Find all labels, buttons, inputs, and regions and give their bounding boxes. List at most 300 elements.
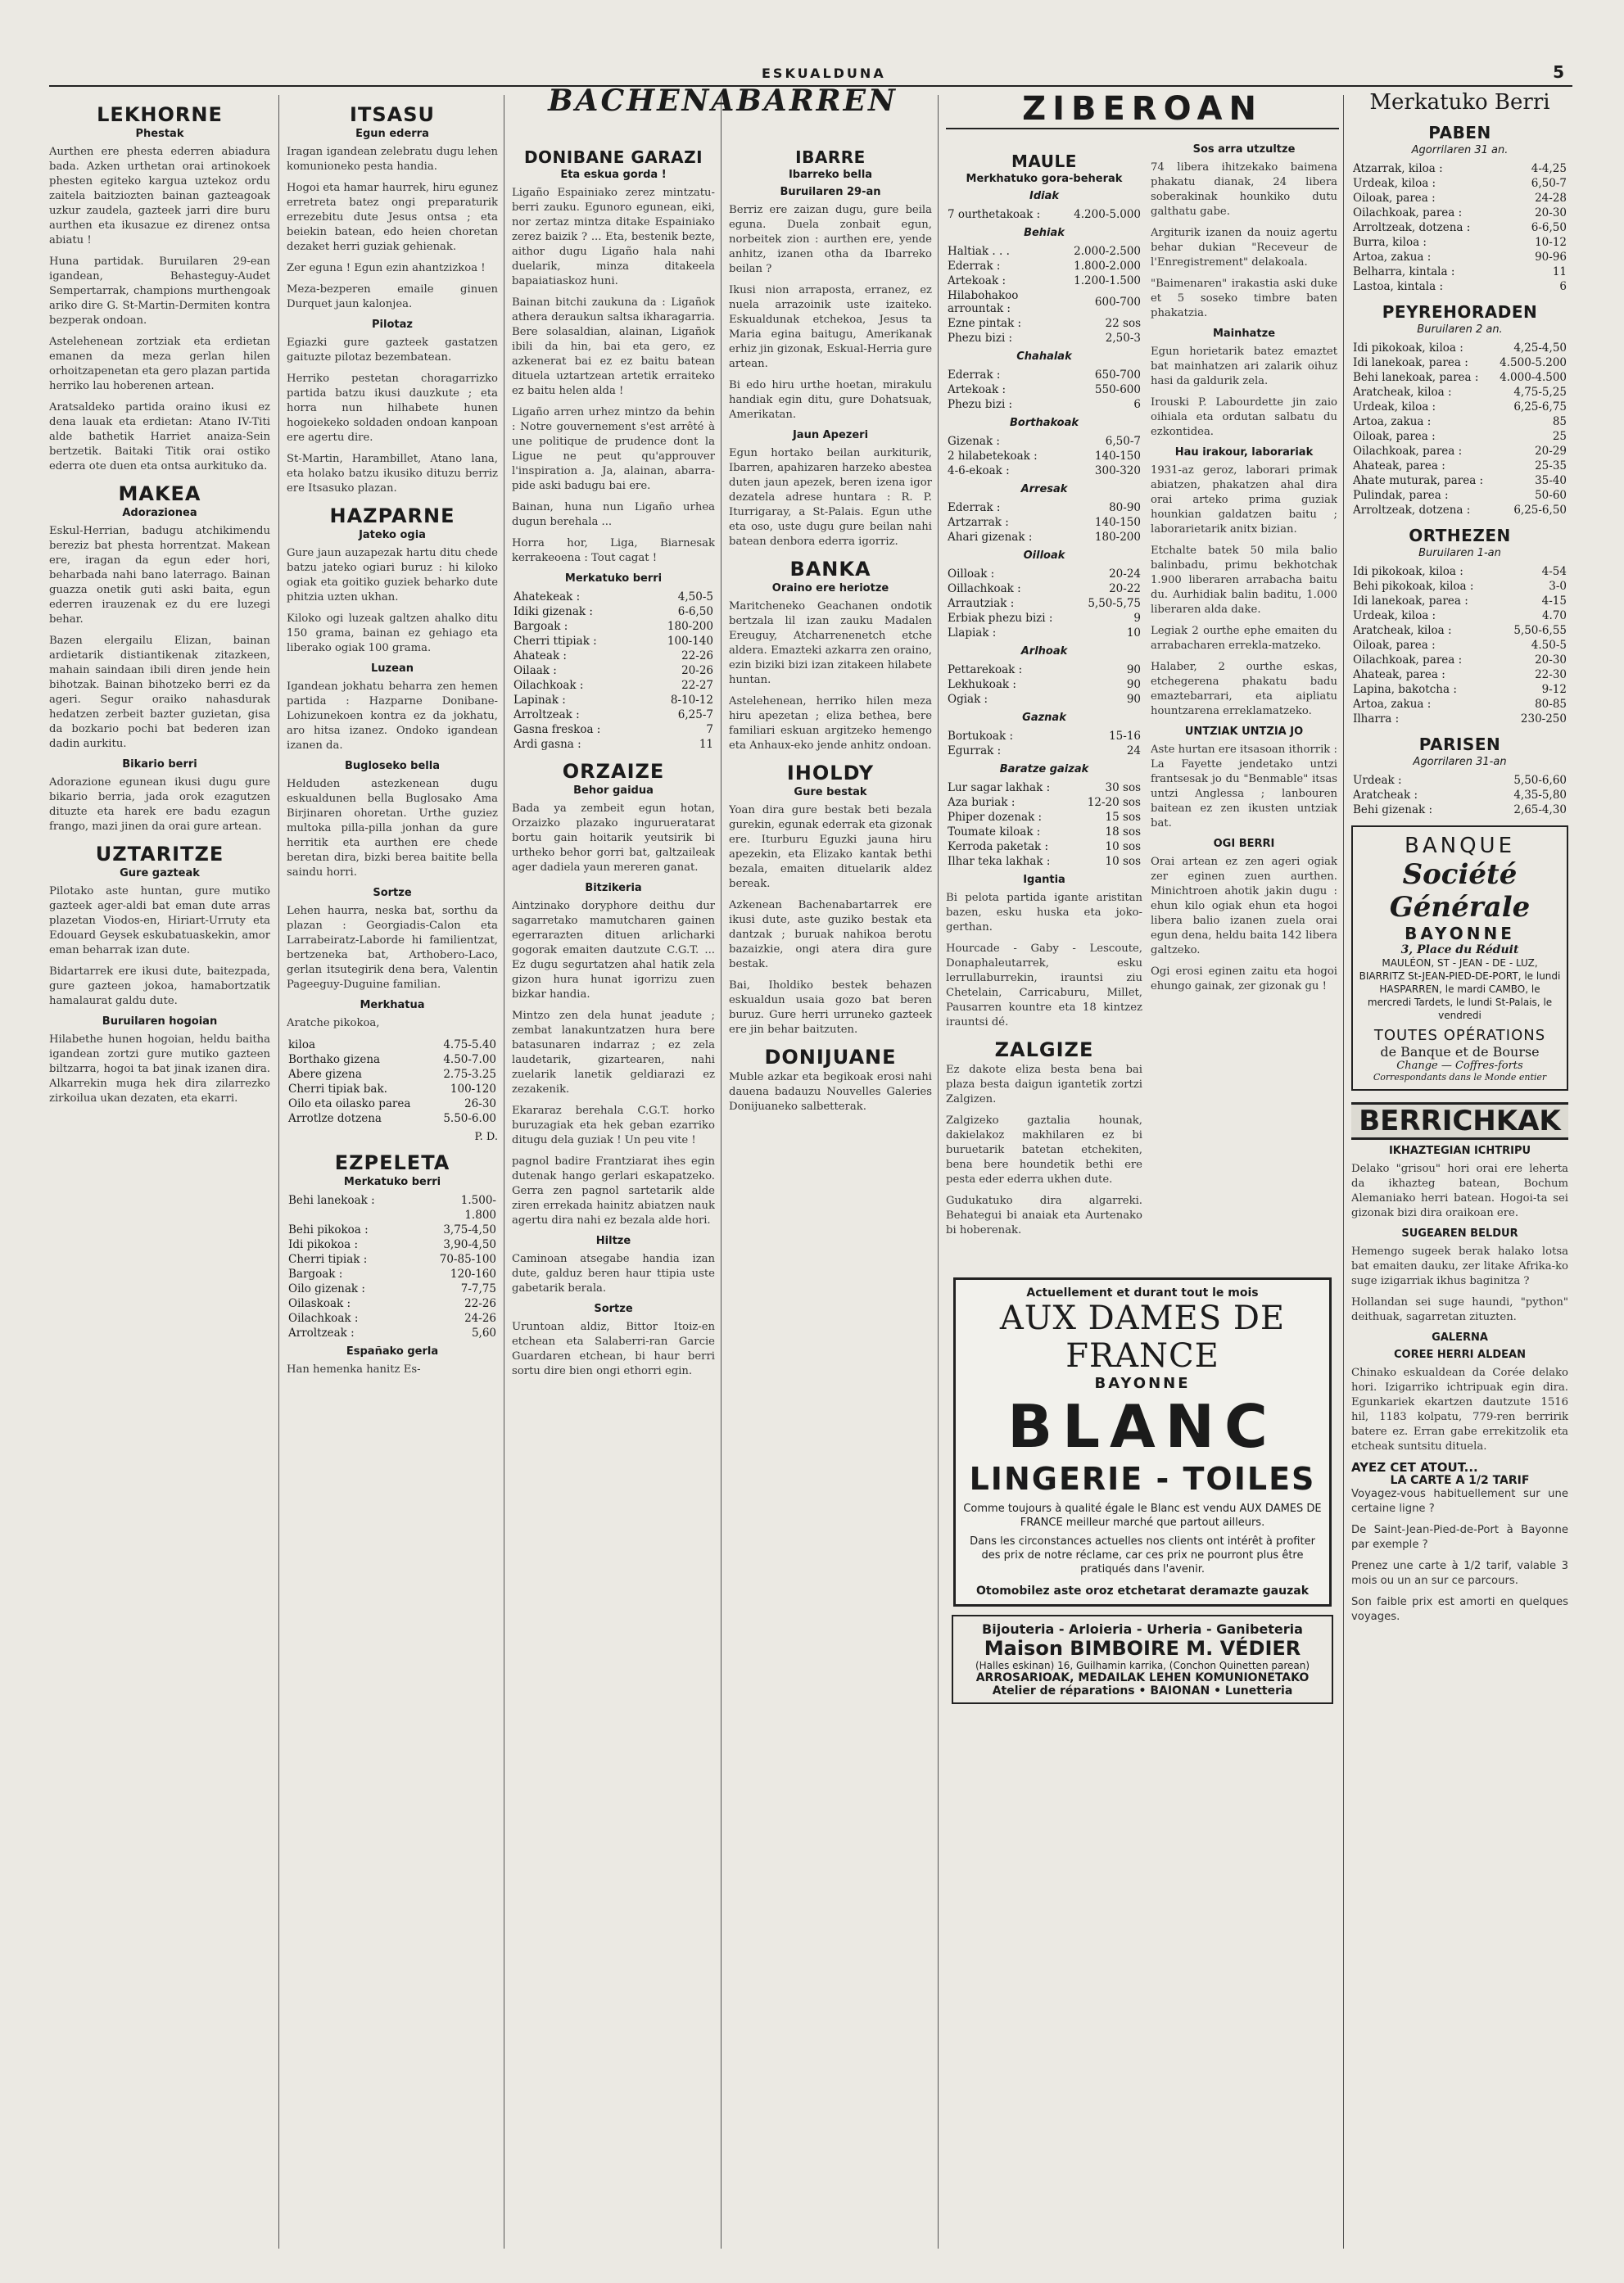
ad-subheadline: LINGERIE - TOILES — [969, 1461, 1316, 1497]
section-subtitle: Merkatuko berri — [564, 572, 663, 585]
price-row — [1351, 161, 1568, 176]
price-value: 180-200 — [667, 620, 713, 633]
price-row — [946, 463, 1142, 478]
section-subtitle: Sortze — [594, 1303, 633, 1315]
price-label: Erbiak phezu bizi : — [948, 612, 1053, 625]
ad-text: Comme toujours à qualité égale le Blanc est vendu AUX DAMES DE FRANCE meilleur marché que partout ailleurs. — [963, 1503, 1322, 1529]
price-label: Lastoa, kintala : — [1353, 280, 1443, 293]
price-label: 2 hilabetekoak : — [948, 450, 1038, 463]
price-row — [946, 581, 1142, 596]
price-value: 20-24 — [1109, 567, 1141, 581]
price-row — [1351, 608, 1568, 623]
price-label: Artzarrak : — [948, 516, 1009, 529]
paragraph: Halaber, 2 ourthe eskas, etchegerena phakatu badu emaztebarrari, eta aipliatu hountzarena erreklamatzeko. — [1151, 661, 1337, 717]
price-value: 20-29 — [1535, 445, 1567, 458]
price-row — [1351, 594, 1568, 608]
ad-city: BAYONNE — [1094, 1375, 1191, 1392]
price-label: Ardi gasna : — [513, 738, 581, 751]
price-table — [1351, 341, 1568, 518]
price-row — [946, 626, 1142, 640]
section-banner: BERRICHKAK — [1351, 1102, 1568, 1140]
section-date: Agorrilaren 31 an. — [1411, 144, 1509, 156]
price-row — [946, 449, 1142, 463]
price-value: 230-250 — [1520, 712, 1567, 726]
price-label: Borthako gizena — [288, 1053, 381, 1066]
price-value: 1.500- — [460, 1194, 496, 1207]
paragraph: Bazen elergailu Elizan, bainan ardietarik distiantikenak zitazkeen, mahain saindaan ibili diren jende hein bihotzak. Bainan bihotzeko berri ez da ageri. Segur oraiko nahasdurak hedatzen zerbeit bazter guzietan, gisa da bozkario pochi bat bederen izan dadin aurkitu. — [49, 635, 270, 750]
price-label: Arroltzeak, dotzena : — [1353, 504, 1471, 517]
paragraph: Ez dakote eliza besta bena bai plaza besta daigun igantetik zortzi Zalgizen. — [946, 1064, 1142, 1105]
price-row — [1351, 564, 1568, 579]
price-label: Ahateak, parea : — [1353, 668, 1445, 681]
price-row — [946, 744, 1142, 758]
page-number: 5 — [1553, 62, 1564, 82]
price-value: 22-26 — [464, 1297, 496, 1310]
paragraph: Kiloko ogi luzeak galtzen ahalko ditu 150 grama, bainan ez gehiago eta liberako ogiak 100 grama. — [287, 613, 498, 654]
price-value: 2,50-3 — [1105, 332, 1141, 345]
price-row — [946, 839, 1142, 854]
price-group-title: Arresak — [1020, 483, 1068, 495]
section-subtitle: Adorazionea — [122, 507, 197, 519]
price-value: 8-10-12 — [670, 694, 713, 707]
price-value: 9 — [1133, 612, 1141, 625]
price-row — [946, 397, 1142, 412]
price-label: Cherri tipiak bak. — [288, 1083, 387, 1096]
price-label: Ogiak : — [948, 693, 988, 706]
column-separator — [938, 95, 939, 2249]
price-value: 30 sos — [1105, 781, 1141, 794]
price-row — [512, 649, 715, 663]
section-subtitle: OGI BERRI — [1213, 838, 1275, 850]
price-label: Ahari gizenak : — [948, 531, 1033, 544]
paragraph: 74 libera ihitzekako baimena phakatu dianak, 24 libera soberakinak hounkiko dutu galthatu gabe. — [1151, 161, 1337, 218]
price-label: Aza buriak : — [948, 796, 1016, 809]
ad-line: de Banque et de Bourse — [1380, 1044, 1540, 1060]
price-row — [512, 619, 715, 634]
section-subtitle: Bugloseko bella — [345, 760, 440, 772]
price-row — [1351, 459, 1568, 473]
price-value: 4.500-5.200 — [1500, 356, 1567, 369]
paragraph: Berriz ere zaizan dugu, gure beila eguna. Duela zonbait egun, norbeitek zion : aurthen ere, yende anhitz, izanen otha da Ibarreko beilan ? — [729, 204, 932, 275]
price-value: 4,50-5 — [677, 590, 713, 604]
price-value: 80-90 — [1109, 501, 1141, 514]
price-row — [287, 1193, 498, 1208]
price-row — [946, 854, 1142, 869]
section-subtitle: Sortze — [373, 887, 412, 899]
price-row — [287, 1237, 498, 1252]
section-subtitle: Merkhatuko gora-beherak — [966, 173, 1123, 185]
section-title: BANKA — [789, 558, 871, 581]
price-value: 22 sos — [1105, 317, 1141, 330]
price-label: Oilo gizenak : — [288, 1282, 365, 1295]
section-title: MAULE — [1011, 151, 1077, 171]
ad-brand: Société Générale — [1389, 858, 1531, 924]
paragraph: Aratche pikokoa, — [287, 1017, 380, 1029]
price-value: 10 sos — [1105, 855, 1141, 868]
paragraph: Chinako eskualdean da Corée delako hori. Izigarriko ichtripuak egin dira. Egunkariek ekartzen dautzute 1516 hil, 1183 kolpatu, 779-ren berririk batere ez. Erran gabe errekitzolik eta etcheak suntsitu dituela. — [1351, 1367, 1568, 1453]
price-value: 80-85 — [1535, 698, 1567, 711]
price-row — [287, 1223, 498, 1237]
price-row — [287, 1282, 498, 1296]
price-row — [1351, 385, 1568, 400]
price-label: kiloa — [288, 1038, 315, 1051]
price-value: 26-30 — [464, 1097, 496, 1110]
price-label: Kerroda paketak : — [948, 840, 1049, 853]
price-label: Lekhukoak : — [948, 678, 1016, 691]
price-row — [946, 567, 1142, 581]
price-label: Artoa, zakua : — [1353, 698, 1432, 711]
price-label: Behi lanekoak : — [288, 1194, 375, 1207]
price-label: Oillachkoak : — [948, 582, 1021, 595]
section-date: Buruilaren 1-an — [1418, 547, 1501, 559]
price-row — [1351, 623, 1568, 638]
price-label: Llapiak : — [948, 626, 997, 640]
price-label: Aratcheak, kiloa : — [1353, 386, 1452, 399]
column-2 — [287, 95, 498, 2249]
price-label: Aratcheak, kiloa : — [1353, 624, 1452, 637]
price-row — [512, 604, 715, 619]
price-value: 6,25-7 — [677, 708, 713, 721]
bachenabarren-banner-box — [512, 82, 934, 131]
price-label: Burra, kiloa : — [1353, 236, 1427, 249]
section-subtitle: UNTZIAK UNTZIA JO — [1184, 726, 1304, 738]
price-value: 7 — [706, 723, 713, 736]
price-label: Cherri tipiak : — [288, 1253, 368, 1266]
price-row — [946, 780, 1142, 795]
paragraph: Hilabethe hunen hogoian, heldu baitha igandean zortzi gure mutiko gazteen biltzarra, hogoi ta bat jinak izanen dira. Alkarrekin muga hek dira zilarrezko zirkoilua ukan dezaten, eta ekarri. — [49, 1033, 270, 1105]
price-label: Lapina, bakotcha : — [1353, 683, 1457, 696]
price-label: Toumate kiloak : — [948, 825, 1041, 839]
column-5 — [946, 143, 1142, 1257]
price-row — [946, 662, 1142, 677]
price-label: Idi pikokoak, kiloa : — [1353, 565, 1463, 578]
price-label: Lur sagar lakhak : — [948, 781, 1051, 794]
ad-line: TOUTES OPÉRATIONS — [1373, 1027, 1546, 1044]
price-value: 20-30 — [1535, 653, 1567, 667]
price-row — [287, 1311, 498, 1326]
price-value: 90 — [1126, 693, 1141, 706]
price-value: 4.200-5.000 — [1074, 208, 1141, 221]
price-table — [946, 244, 1142, 346]
price-row — [1351, 579, 1568, 594]
paragraph: Irouski P. Labourdette jin zaio oihiala eta ordutan salbatu du ezkontidea. — [1151, 396, 1337, 438]
ad-text: Dans les circonstances actuelles nos clients ont intérêt à profiter des prix de notre réclame, car ces prix ne pourront plus être pratiqués dans l'avenir. — [970, 1535, 1315, 1575]
price-row — [1351, 788, 1568, 802]
price-row — [946, 331, 1142, 346]
paragraph: Egiazki gure gazteek gastatzen gaituzte pilotaz bezembatean. — [287, 337, 498, 364]
ad-line: Change — Coffres-forts — [1396, 1060, 1523, 1072]
section-subtitle: Igantia — [1023, 874, 1065, 886]
price-value: 90 — [1126, 663, 1141, 676]
paragraph: Uruntoan aldiz, Bittor Itoiz-en etchean eta Salaberri-ran Garcie Guardaren etchean, bi haur berri sortu dire bien ongi ethorri egin. — [512, 1321, 715, 1377]
paragraph: Ligaño arren urhez mintzo da behin : Notre gouvernement s'est arrêté à une politique de prudence dont la Ligue ne peut qu'approuver l'inspiration a. Ja, alainan, abarra-pide aski badugu bai ere. — [512, 406, 715, 492]
section-subtitle: Luzean — [371, 662, 414, 675]
price-value: 15-16 — [1109, 730, 1141, 743]
price-label: 7 ourthetakoak : — [948, 208, 1041, 221]
price-value: 11 — [699, 738, 713, 751]
paragraph: Hogoi eta hamar haurrek, hiru egunez erretreta batez ongi preparaturik errezebitu dute Jesus ontsa ; eta beiekin batean, edo heien choretan dezaket herri guziak gehienak. — [287, 182, 498, 253]
signature: P. D. — [474, 1131, 498, 1143]
section-subtitle: GALERNA — [1432, 1331, 1488, 1344]
price-label: Ahate muturak, parea : — [1353, 474, 1484, 487]
price-label: Idi lanekoak, parea : — [1353, 356, 1468, 369]
column-1 — [49, 95, 270, 2249]
price-value: 22-30 — [1535, 668, 1567, 681]
price-label: Pulindak, parea : — [1353, 489, 1449, 502]
section-title: ZALGIZE — [994, 1038, 1094, 1061]
region-banner: ZIBEROAN — [946, 90, 1339, 129]
price-label: Arroltzeak : — [288, 1327, 355, 1340]
section-subtitle: Egun ederra — [355, 128, 429, 140]
price-label: Bargoak : — [513, 620, 568, 633]
ad-address: 3, Place du Réduit — [1400, 943, 1519, 956]
price-label: Oilachkoak : — [288, 1312, 359, 1325]
price-row — [287, 1111, 498, 1126]
price-row — [512, 634, 715, 649]
price-label: Arroltzeak, dotzena : — [1353, 221, 1471, 234]
price-value: 4,25-4,50 — [1513, 341, 1567, 355]
price-value: 6,25-6,75 — [1513, 400, 1567, 414]
price-value: 1.800-2.000 — [1074, 260, 1141, 273]
price-table — [512, 590, 715, 752]
price-table — [946, 567, 1142, 640]
price-value: 6,25-6,50 — [1513, 504, 1567, 517]
paragraph: Bainan, huna nun Ligaño urhea dugun berehala ... — [512, 501, 715, 528]
price-value: 9-12 — [1541, 683, 1567, 696]
price-label: Artekoak : — [948, 274, 1006, 287]
ad-branches: MAULÉON, ST - JEAN - DE - LUZ, BIARRITZ St-JEAN-PIED-DE-PORT, le lundi HASPARREN, le mardi CAMBO, le mercredi Tardets, le lundi St-Palais, le vendredi — [1359, 957, 1561, 1021]
price-table — [946, 207, 1142, 222]
price-label: Behi lanekoak, parea : — [1353, 371, 1479, 384]
section-title: MAKEA — [118, 482, 201, 505]
price-value: 2.000-2.500 — [1074, 245, 1141, 258]
section-subtitle: Eta eskua gorda ! — [560, 169, 667, 181]
price-row — [1351, 638, 1568, 653]
price-label: Egurrak : — [948, 744, 1002, 757]
ad-brand: AUX DAMES DE FRANCE — [999, 1300, 1286, 1375]
section-subtitle: Españako gerla — [346, 1345, 439, 1358]
price-row — [1351, 250, 1568, 264]
price-row — [287, 1326, 498, 1340]
price-label: Oiloak, parea : — [1353, 639, 1436, 652]
price-value: 24 — [1126, 744, 1141, 757]
price-label: Oilaskoak : — [288, 1297, 351, 1310]
paragraph: Iragan igandean zelebratu dugu lehen komunioneko pesta handia. — [287, 146, 498, 173]
section-title: IBARRE — [795, 147, 866, 167]
paragraph: Pilotako aste huntan, gure mutiko gazteek ager-aldi bat eman dute arras plazetan Viodos-en, Hiriart-Urruty eta Edouard Geysek eskubatuaskekin, amor eman beharrak izan dute. — [49, 885, 270, 956]
notice-title: AYEZ CET ATOUT... — [1351, 1460, 1478, 1475]
price-label: Oilachkoak, parea : — [1353, 445, 1463, 458]
price-label: Bargoak : — [288, 1268, 343, 1281]
section-subtitle: Buruilaren hogoian — [102, 1015, 218, 1028]
price-label: Urdeak, kiloa : — [1353, 609, 1436, 622]
paragraph: "Baimenaren" irakastia aski duke et 5 soseko timbre baten phakatzia. — [1151, 278, 1337, 319]
section-subtitle: Oraino ere heriotze — [771, 582, 889, 594]
price-row — [946, 368, 1142, 382]
price-value: 5.50-6.00 — [443, 1112, 496, 1125]
price-group-title: Chahalak — [1016, 350, 1072, 363]
price-value: 1.200-1.500 — [1074, 274, 1141, 287]
paragraph: Bada ya zembeit egun hotan, Orzaizko plazako ingurueratarat bortu gain hoitarik yeutsirik bi urtheko behor gorri bat, galtzaileak ager dadiela yaun mereren ganat. — [512, 802, 715, 874]
price-row — [1351, 667, 1568, 682]
paragraph: Adorazione egunean ikusi dugu gure bikario berria, jada orok ezagutzen dituzte eta harek ere badu ezagun frango, mazi jinen da orai gure artean. — [49, 776, 270, 833]
column-7 — [1351, 90, 1568, 2249]
price-value: 6,50-7 — [1531, 177, 1567, 190]
price-value: 70-85-100 — [439, 1253, 496, 1266]
price-value: 50-60 — [1535, 489, 1567, 502]
price-label: 4-6-ekoak : — [948, 464, 1010, 477]
price-row — [1351, 220, 1568, 235]
ad-societe-generale — [1351, 825, 1568, 1091]
price-label: Idiki gizenak : — [513, 605, 593, 618]
price-label: Artoa, zakua : — [1353, 251, 1432, 264]
section-subtitle: Hau irakour, laborariak — [1174, 446, 1314, 459]
paragraph: Orai artean ez zen ageri ogiak zer eginen zuen aurthen. Minichtroen ahotik jakin dugu : ehun kilo ogiak ehun eta hogoi libera balio izanen zuela orai egun dena, heldu baita 142 libera galtzeko. — [1151, 856, 1337, 956]
price-table — [287, 1193, 498, 1340]
price-row — [512, 590, 715, 604]
price-table — [946, 500, 1142, 545]
paragraph: Egun hortako beilan aurkiturik, Ibarren, apahizaren harzeko abestea duten jaun apezek, beren izena igor dezatela adrese huntara : R. P. Iturrigaray, a St-Palais. Egun uthe eta oso, uste dugu gure beilan nahi batean denbora ederra igorriz. — [729, 447, 932, 548]
paragraph: Bainan bitchi zaukuna da : Ligañok athera deraukun saltsa ikharagarria. Bere solasaldian, alainan, Ligañok ibili da hin, bai eta gero, ez azkenerat bai ez ez baitu batean dituela uztartzean artetik erraiteko ez baitu helen alda ! — [512, 296, 715, 397]
ad-city: BAYONNE — [1405, 924, 1515, 943]
price-value: 650-700 — [1094, 368, 1141, 382]
price-group-title: Gaznak — [1022, 712, 1066, 724]
section-title: LEKHORNE — [97, 103, 223, 126]
price-table — [946, 729, 1142, 758]
price-row — [1351, 429, 1568, 444]
price-label: Belharra, kintala : — [1353, 265, 1455, 278]
paragraph: Delako "grisou" hori orai ere leherta da ikhazteg batean, Bochum Alemaniako herri batean. Hogoi-ta sei gizonak bizi dira oraikoan ere. — [1351, 1163, 1568, 1219]
price-value: 5,60 — [471, 1327, 496, 1340]
price-row — [946, 530, 1142, 545]
price-value: 4.50-7.00 — [443, 1053, 496, 1066]
price-row — [946, 677, 1142, 692]
paragraph: Mintzo zen dela hunat jeadute ; zembat lanakuntzatzen hura bere batasunaren indarraz ; ez zela laudetarik, gizartearen, nahi zuelarik lanetik geldiarazi ez zezakenik. — [512, 1010, 715, 1096]
price-row — [287, 1296, 498, 1311]
paragraph: Hemengo sugeek berak halako lotsa bat emaiten dauku, zer litake Afrika-ko suge izigarriak ikhus baginitza ? — [1351, 1245, 1568, 1287]
price-label: Oilachkoak, parea : — [1353, 206, 1463, 219]
paragraph: Meza-bezperen emaile ginuen Durquet jaun kalonjea. — [287, 283, 498, 310]
ad-line: ARROSARIOAK, MEDAILAK LEHEN KOMUNIONETAKO — [975, 1671, 1310, 1684]
price-label: Urdeak : — [1353, 774, 1402, 787]
price-value: 3-0 — [1549, 580, 1567, 593]
price-label: Abere gizena — [288, 1068, 362, 1081]
paragraph: Bai, Iholdiko bestek behazen eskualdun usaia gozo bat beren buruz. Gure herri urruneko gazteek ere jin behar baitzuten. — [729, 979, 932, 1036]
paragraph: Han hemenka hanitz Es- — [287, 1363, 421, 1376]
price-row — [287, 1252, 498, 1267]
paragraph: Aste hurtan ere itsasoan ithorrik : La Fayette jendetako untzi frantsesak jo du "Benmable" itsas untzi Anglessa ; lanbouren baitean ez zen ikusten untziak bat. — [1151, 744, 1337, 830]
price-row — [946, 795, 1142, 810]
price-row — [946, 288, 1142, 316]
maule-price-groups — [946, 190, 1142, 869]
price-row — [946, 810, 1142, 825]
price-label: Lapinak : — [513, 694, 566, 707]
price-value: 550-600 — [1094, 383, 1141, 396]
price-label: Cherri ttipiak : — [513, 635, 597, 648]
section-title: ORTHEZEN — [1409, 526, 1511, 545]
price-label: Ilharra : — [1353, 712, 1400, 726]
section-subtitle: Gure gazteak — [120, 867, 200, 879]
section-subtitle: Merkhatua — [360, 999, 425, 1011]
price-label: Hilabohakoo arrountak : — [948, 289, 1019, 315]
price-value: 6 — [1559, 280, 1567, 293]
price-row — [512, 678, 715, 693]
section-title: EZPELETA — [334, 1151, 450, 1174]
price-row — [287, 1096, 498, 1111]
price-row — [946, 382, 1142, 397]
price-label: Ahateak, parea : — [1353, 459, 1445, 472]
price-row — [1351, 712, 1568, 726]
price-row — [1351, 473, 1568, 488]
price-table — [287, 1038, 498, 1126]
price-table — [1351, 564, 1568, 726]
paragraph: Gure jaun auzapezak hartu ditu chede batzu jateko ogiari buruz : hi kiloko ogiak eta goitiko guziek beharko dute phitzia uzten ukhan. — [287, 547, 498, 604]
price-label: Artekoak : — [948, 383, 1006, 396]
advertisement — [953, 1277, 1332, 1607]
price-label: Bortukoak : — [948, 730, 1013, 743]
rail-notice — [1351, 1461, 1568, 1625]
price-value: 11 — [1552, 265, 1567, 278]
section-subtitle: Jateko ogia — [359, 529, 426, 541]
price-group-title: Idiak — [1029, 190, 1060, 202]
price-row — [512, 663, 715, 678]
paragraph: Maritcheneko Geachanen ondotik bertzala lil izan zauku Madalen Ereuguy, Atcharrenenetch etche aldera. Emazteki azkarra zen oraino, ezin biziki bizi izan zitakeen hilabete huntan. — [729, 600, 932, 686]
price-value: 22-26 — [681, 649, 713, 662]
paragraph: Etchalte batek 50 mila balio balinbadu, primu bekhotchak 1.900 liberaren arrabacha baitu du. Aurhidiak balin baditu, 1.000 liberaren alda dake. — [1151, 545, 1337, 616]
price-value: 10 — [1126, 626, 1141, 640]
section-subtitle: Merkatuko berri — [343, 1176, 441, 1188]
price-value: 4-54 — [1541, 565, 1567, 578]
ad-aux-dames — [950, 1269, 1335, 1892]
price-row — [946, 434, 1142, 449]
price-value: 25-35 — [1535, 459, 1567, 472]
paragraph: Huna partidak. Buruilaren 29-ean igandean, Behasteguy-Audet Sempertarrak, champions murthengoak ariko dire G. St-Martin-Dermiten kontra bezperak ondoan. — [49, 255, 270, 327]
price-group-title: Oilloak — [1023, 549, 1065, 562]
price-row — [946, 316, 1142, 331]
section-subtitle: Pilotaz — [372, 319, 413, 331]
price-value: 90 — [1126, 678, 1141, 691]
ad-line: Atelier de réparations • BAIONAN • Lunetteria — [992, 1684, 1293, 1698]
paragraph: Ikusi nion arraposta, erranez, ez nuela arrazoinik uste izaiteko. Eskualdunak etchekoa, Jesus ta Maria egina baitugu, Amerikanak erhiz jin gizonak, Eskual-Herria gure artean. — [729, 284, 932, 370]
price-value: 4.50-5 — [1531, 639, 1567, 652]
price-value: 2.75-3.25 — [443, 1068, 496, 1081]
notice-subtitle: LA CARTE A 1/2 TARIF — [1390, 1474, 1530, 1487]
price-row — [1351, 773, 1568, 788]
section-subtitle: Buruilaren 29-an — [780, 186, 881, 198]
price-label: Oiloak, parea : — [1353, 430, 1436, 443]
section-subtitle: Bikario berri — [122, 758, 197, 771]
price-label: Arrotlze dotzena — [288, 1112, 382, 1125]
price-label: Behi pikokoa : — [288, 1223, 369, 1236]
price-value: 6-6,50 — [1531, 221, 1567, 234]
section-date: Agorrilaren 31-an — [1413, 756, 1507, 768]
ad-footer: Otomobilez aste oroz etchetarat deramazte gauzak — [975, 1585, 1310, 1598]
price-row — [287, 1208, 498, 1223]
price-label: Oiloak, parea : — [1353, 192, 1436, 205]
paragraph: Ogi erosi eginen zaitu eta hogoi ehungo gainak, zer gizonak gu ! — [1151, 965, 1337, 992]
column-4 — [729, 139, 932, 2249]
paragraph: Yoan dira gure bestak beti bezala gurekin, egunak ederrak eta gizonak ere. Iturburu Eguzki jauna hiru apezekin, eta Elizako kantak bethi bezala, emaiten dituelarik aldez bereak. — [729, 804, 932, 890]
column-3 — [512, 139, 715, 2249]
price-row — [1351, 488, 1568, 503]
price-row — [946, 515, 1142, 530]
section-title: HAZPARNE — [329, 504, 455, 527]
price-group-title: Behiak — [1024, 227, 1065, 239]
price-row — [946, 207, 1142, 222]
price-value: 20-26 — [681, 664, 713, 677]
price-value: 4.75-5.40 — [443, 1038, 496, 1051]
price-row — [946, 692, 1142, 707]
